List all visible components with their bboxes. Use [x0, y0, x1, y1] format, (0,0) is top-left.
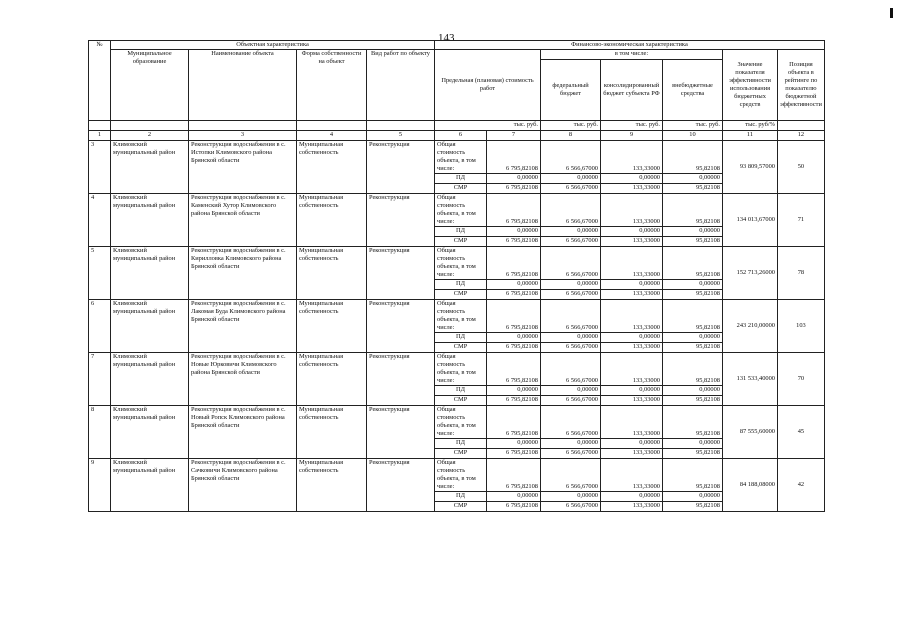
pd-label: ПД — [435, 227, 487, 237]
pd-cost: 0,00000 — [487, 386, 541, 396]
ownership-cell: Муниципальная собственность — [297, 353, 367, 406]
pd-extra: 0,00000 — [663, 280, 723, 290]
pd-extra: 0,00000 — [663, 333, 723, 343]
pd-cost: 0,00000 — [487, 439, 541, 449]
work-type-cell: Реконструкция — [367, 406, 435, 459]
table-row — [89, 406, 825, 439]
smr-cost: 6 795,82108 — [487, 449, 541, 459]
table-row — [89, 247, 825, 280]
header-efficiency: Значение показателя эффективности использования бюджетных средств — [723, 50, 778, 121]
smr-label: СМР — [435, 237, 487, 247]
efficiency-cell: 84 188,08000 — [723, 459, 778, 512]
smr-consolidated: 133,33000 — [601, 343, 663, 353]
pd-label: ПД — [435, 386, 487, 396]
smr-cost: 6 795,82108 — [487, 237, 541, 247]
table-row — [89, 300, 825, 333]
column-number: 9 — [601, 131, 663, 141]
table-row — [89, 459, 825, 492]
smr-federal: 6 566,67000 — [541, 502, 601, 512]
efficiency-cell: 93 809,57000 — [723, 141, 778, 194]
pd-label: ПД — [435, 333, 487, 343]
pd-consolidated: 0,00000 — [601, 333, 663, 343]
page-number: 143 — [438, 32, 455, 44]
column-number: 8 — [541, 131, 601, 141]
work-type-cell: Реконструкция — [367, 141, 435, 194]
column-number: 3 — [189, 131, 297, 141]
total-cost: 6 795,82108 — [487, 247, 541, 280]
smr-label: СМР — [435, 396, 487, 406]
row-number: 9 — [89, 459, 111, 512]
smr-cost: 6 795,82108 — [487, 290, 541, 300]
object-name-cell: Реконструкция водоснабжения в с. Лакомая Буда Климовского района Брянской области — [189, 300, 297, 353]
pd-label: ПД — [435, 439, 487, 449]
pd-federal: 0,00000 — [541, 386, 601, 396]
header-object-name: Наименование объекта — [189, 50, 297, 121]
column-number: 1 — [89, 131, 111, 141]
header-fin-char: Финансово-экономическая характеристика — [435, 41, 825, 50]
pd-consolidated: 0,00000 — [601, 492, 663, 502]
smr-federal: 6 566,67000 — [541, 343, 601, 353]
rank-cell: 70 — [778, 353, 825, 406]
smr-cost: 6 795,82108 — [487, 343, 541, 353]
total-federal: 6 566,67000 — [541, 300, 601, 333]
smr-label: СМР — [435, 449, 487, 459]
pd-label: ПД — [435, 280, 487, 290]
object-name-cell: Реконструкция водоснабжения в с. Новые Юрковичи Климовского района Брянской области — [189, 353, 297, 406]
object-name-cell: Реконструкция водоснабжения в с. Кирилловка Климовского района Брянской области — [189, 247, 297, 300]
ownership-cell: Муниципальная собственность — [297, 141, 367, 194]
work-type-cell: Реконструкция — [367, 247, 435, 300]
total-cost: 6 795,82108 — [487, 406, 541, 439]
pd-cost: 0,00000 — [487, 227, 541, 237]
pd-cost: 0,00000 — [487, 333, 541, 343]
rank-cell: 45 — [778, 406, 825, 459]
ownership-cell: Муниципальная собственность — [297, 406, 367, 459]
municipality-cell: Климовский муниципальный район — [111, 141, 189, 194]
unit-extra: тыс. руб. — [663, 121, 723, 131]
pd-federal: 0,00000 — [541, 280, 601, 290]
pd-extra: 0,00000 — [663, 174, 723, 184]
work-type-cell: Реконструкция — [367, 300, 435, 353]
pd-extra: 0,00000 — [663, 439, 723, 449]
total-federal: 6 566,67000 — [541, 247, 601, 280]
header-federal: федеральный бюджет — [541, 60, 601, 121]
total-federal: 6 566,67000 — [541, 194, 601, 227]
object-name-cell: Реконструкция водоснабжения в с. Истопки Климовского района Брянской области — [189, 141, 297, 194]
table-row — [89, 194, 825, 227]
smr-extra: 95,82108 — [663, 290, 723, 300]
ownership-cell: Муниципальная собственность — [297, 247, 367, 300]
pd-consolidated: 0,00000 — [601, 386, 663, 396]
pd-federal: 0,00000 — [541, 333, 601, 343]
rank-cell: 78 — [778, 247, 825, 300]
unit-consolidated: тыс. руб. — [601, 121, 663, 131]
smr-extra: 95,82108 — [663, 396, 723, 406]
total-extra: 95,82108 — [663, 194, 723, 227]
pd-consolidated: 0,00000 — [601, 174, 663, 184]
header-consolidated: консолидированный бюджет субъекта РФ — [601, 60, 663, 121]
total-cost: 6 795,82108 — [487, 194, 541, 227]
municipality-cell: Климовский муниципальный район — [111, 194, 189, 247]
total-consolidated: 133,33000 — [601, 300, 663, 333]
smr-label: СМР — [435, 343, 487, 353]
total-extra: 95,82108 — [663, 141, 723, 174]
smr-extra: 95,82108 — [663, 343, 723, 353]
header-max-cost: Предельная (плановая) стоимость работ — [435, 50, 541, 121]
smr-federal: 6 566,67000 — [541, 290, 601, 300]
municipality-cell: Климовский муниципальный район — [111, 459, 189, 512]
total-consolidated: 133,33000 — [601, 406, 663, 439]
pd-extra: 0,00000 — [663, 492, 723, 502]
total-consolidated: 133,33000 — [601, 141, 663, 174]
column-number: 12 — [778, 131, 825, 141]
smr-cost: 6 795,82108 — [487, 396, 541, 406]
total-consolidated: 133,33000 — [601, 353, 663, 386]
column-number: 2 — [111, 131, 189, 141]
smr-label: СМР — [435, 502, 487, 512]
header-ownership: Форма собственности на объект — [297, 50, 367, 121]
total-label: Общая стоимость объекта, в том числе: — [435, 300, 487, 333]
row-number: 5 — [89, 247, 111, 300]
rank-cell: 71 — [778, 194, 825, 247]
smr-label: СМР — [435, 290, 487, 300]
smr-extra: 95,82108 — [663, 502, 723, 512]
pd-federal: 0,00000 — [541, 492, 601, 502]
rank-cell: 103 — [778, 300, 825, 353]
smr-label: СМР — [435, 184, 487, 194]
header-extrabudget: внебюджетные средства — [663, 60, 723, 121]
pd-cost: 0,00000 — [487, 174, 541, 184]
pd-cost: 0,00000 — [487, 280, 541, 290]
efficiency-cell: 131 533,40000 — [723, 353, 778, 406]
total-extra: 95,82108 — [663, 353, 723, 386]
smr-consolidated: 133,33000 — [601, 290, 663, 300]
total-label: Общая стоимость объекта, в том числе: — [435, 247, 487, 280]
total-label: Общая стоимость объекта, в том числе: — [435, 353, 487, 386]
corner-mark — [890, 8, 893, 18]
pd-federal: 0,00000 — [541, 227, 601, 237]
total-label: Общая стоимость объекта, в том числе: — [435, 194, 487, 227]
column-numbers-row — [89, 131, 825, 141]
header-rank: Позиция объекта в рейтинге по показателю бюджетной эффективности — [778, 50, 825, 121]
pd-cost: 0,00000 — [487, 492, 541, 502]
object-name-cell: Реконструкция водоснабжения в с. Сачковичи Климовского района Брянской области — [189, 459, 297, 512]
header-municipality: Муниципальное образование — [111, 50, 189, 121]
header-work-type: Вид работ по объекту — [367, 50, 435, 121]
rank-cell: 42 — [778, 459, 825, 512]
total-federal: 6 566,67000 — [541, 406, 601, 439]
total-extra: 95,82108 — [663, 300, 723, 333]
column-number: 7 — [487, 131, 541, 141]
smr-extra: 95,82108 — [663, 449, 723, 459]
efficiency-cell: 152 713,26000 — [723, 247, 778, 300]
municipality-cell: Климовский муниципальный район — [111, 406, 189, 459]
total-extra: 95,82108 — [663, 406, 723, 439]
pd-federal: 0,00000 — [541, 174, 601, 184]
work-type-cell: Реконструкция — [367, 459, 435, 512]
ownership-cell: Муниципальная собственность — [297, 194, 367, 247]
total-cost: 6 795,82108 — [487, 300, 541, 333]
total-consolidated: 133,33000 — [601, 459, 663, 492]
total-consolidated: 133,33000 — [601, 247, 663, 280]
column-number: 6 — [435, 131, 487, 141]
row-number: 8 — [89, 406, 111, 459]
total-label: Общая стоимость объекта, в том числе: — [435, 141, 487, 174]
pd-label: ПД — [435, 174, 487, 184]
smr-cost: 6 795,82108 — [487, 502, 541, 512]
total-cost: 6 795,82108 — [487, 141, 541, 174]
column-number: 4 — [297, 131, 367, 141]
total-consolidated: 133,33000 — [601, 194, 663, 227]
smr-consolidated: 133,33000 — [601, 184, 663, 194]
total-federal: 6 566,67000 — [541, 353, 601, 386]
municipality-cell: Климовский муниципальный район — [111, 353, 189, 406]
pd-federal: 0,00000 — [541, 439, 601, 449]
municipality-cell: Климовский муниципальный район — [111, 300, 189, 353]
smr-consolidated: 133,33000 — [601, 502, 663, 512]
smr-cost: 6 795,82108 — [487, 184, 541, 194]
unit-federal: тыс. руб. — [541, 121, 601, 131]
efficiency-cell: 243 210,00000 — [723, 300, 778, 353]
total-cost: 6 795,82108 — [487, 459, 541, 492]
header-no: № — [89, 41, 111, 121]
efficiency-cell: 134 013,67000 — [723, 194, 778, 247]
work-type-cell: Реконструкция — [367, 194, 435, 247]
column-number: 11 — [723, 131, 778, 141]
object-name-cell: Реконструкция водоснабжения в с. Каменский Хутор Климовского района Брянской области — [189, 194, 297, 247]
smr-extra: 95,82108 — [663, 184, 723, 194]
municipality-cell: Климовский муниципальный район — [111, 247, 189, 300]
pd-consolidated: 0,00000 — [601, 227, 663, 237]
total-label: Общая стоимость объекта, в том числе: — [435, 406, 487, 439]
total-extra: 95,82108 — [663, 247, 723, 280]
smr-federal: 6 566,67000 — [541, 237, 601, 247]
smr-federal: 6 566,67000 — [541, 396, 601, 406]
row-number: 6 — [89, 300, 111, 353]
row-number: 4 — [89, 194, 111, 247]
total-extra: 95,82108 — [663, 459, 723, 492]
column-number: 5 — [367, 131, 435, 141]
row-number: 7 — [89, 353, 111, 406]
pd-consolidated: 0,00000 — [601, 280, 663, 290]
table-row — [89, 141, 825, 174]
total-cost: 6 795,82108 — [487, 353, 541, 386]
smr-consolidated: 133,33000 — [601, 449, 663, 459]
work-type-cell: Реконструкция — [367, 353, 435, 406]
efficiency-cell: 87 555,60000 — [723, 406, 778, 459]
smr-extra: 95,82108 — [663, 237, 723, 247]
rank-cell: 50 — [778, 141, 825, 194]
total-federal: 6 566,67000 — [541, 459, 601, 492]
unit-cost: тыс. руб. — [435, 121, 541, 131]
column-number: 10 — [663, 131, 723, 141]
object-name-cell: Реконструкция водоснабжения в с. Новый Ропск Климовского района Брянской области — [189, 406, 297, 459]
row-number: 3 — [89, 141, 111, 194]
header-including: в том числе: — [541, 50, 723, 60]
budget-table — [88, 40, 825, 512]
pd-label: ПД — [435, 492, 487, 502]
smr-federal: 6 566,67000 — [541, 449, 601, 459]
pd-extra: 0,00000 — [663, 386, 723, 396]
pd-extra: 0,00000 — [663, 227, 723, 237]
smr-federal: 6 566,67000 — [541, 184, 601, 194]
ownership-cell: Муниципальная собственность — [297, 300, 367, 353]
unit-efficiency: тыс. руб/% — [723, 121, 778, 131]
table-row — [89, 353, 825, 386]
pd-consolidated: 0,00000 — [601, 439, 663, 449]
ownership-cell: Муниципальная собственность — [297, 459, 367, 512]
smr-consolidated: 133,33000 — [601, 237, 663, 247]
smr-consolidated: 133,33000 — [601, 396, 663, 406]
total-federal: 6 566,67000 — [541, 141, 601, 174]
total-label: Общая стоимость объекта, в том числе: — [435, 459, 487, 492]
header-object-char: Объектная характеристика — [111, 41, 435, 50]
